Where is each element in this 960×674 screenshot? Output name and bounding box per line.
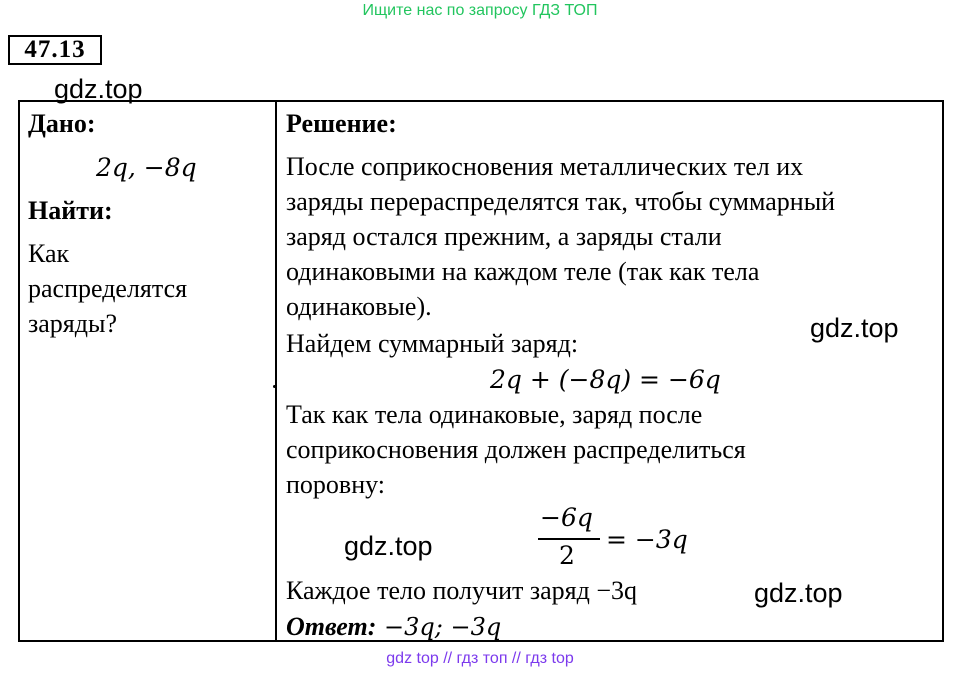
footer-links[interactable]: gdz top // гдз топ // гдз top	[386, 650, 574, 667]
solution-text-line: соприкосновения должен распределиться	[286, 435, 746, 464]
solution-text-line: заряд остался прежним, а заряды стали	[286, 222, 722, 251]
stray-dot	[273, 385, 276, 388]
question-line: Как	[28, 239, 70, 268]
fraction-bar	[538, 538, 600, 540]
question-line: заряды?	[28, 309, 118, 338]
watermark: gdz.top	[810, 313, 899, 343]
top-banner[interactable]: Ищите нас по запросу ГДЗ ТОП	[362, 2, 598, 19]
watermark: gdz.top	[344, 531, 433, 561]
solution-text-line: одинаковыми на каждом теле (так как тела	[286, 257, 760, 286]
table-divider	[275, 100, 277, 642]
answer-label: Ответ:	[286, 612, 377, 641]
given-heading: Дано:	[28, 109, 96, 138]
fraction-numerator: −6q	[540, 503, 593, 532]
given-values: 2q, −8q	[96, 153, 197, 182]
fraction-denominator: 2	[559, 541, 575, 570]
each-body-result: Каждое тело получит заряд −3q	[286, 576, 638, 605]
fraction-result: = −3q	[606, 525, 688, 554]
solution-text-line: Так как тела одинаковые, заряд после	[286, 400, 703, 429]
answer-line	[286, 609, 501, 645]
sum-formula: 2q + (−8q) = −6q	[490, 365, 721, 394]
find-heading: Найти:	[28, 196, 113, 225]
watermark: gdz.top	[54, 74, 143, 104]
task-number: 47.13	[8, 35, 102, 65]
watermark: gdz.top	[754, 578, 843, 608]
question-line: распределятся	[28, 274, 188, 303]
solution-text-line: одинаковые).	[286, 292, 432, 321]
solution-text-line: После соприкосновения металлических тел их	[286, 152, 804, 181]
solution-heading: Решение:	[286, 109, 397, 138]
answer-value: −3q; −3q	[376, 613, 502, 641]
sum-intro: Найдем суммарный заряд:	[286, 329, 579, 358]
solution-text-line: поровну:	[286, 470, 385, 499]
solution-text-line: заряды перераспределятся так, чтобы суммарный	[286, 187, 836, 216]
